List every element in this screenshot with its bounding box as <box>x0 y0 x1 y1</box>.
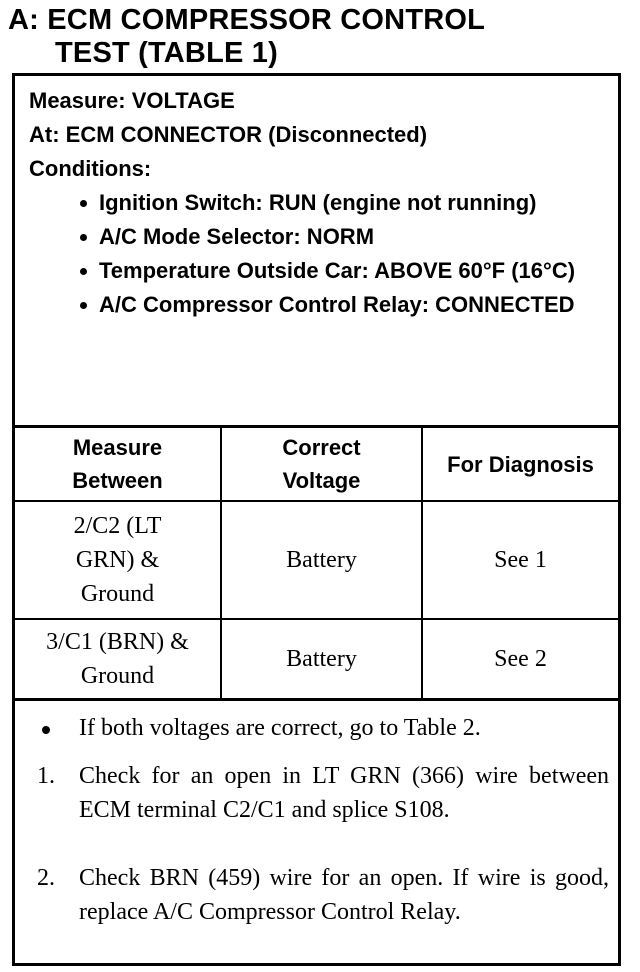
measurement-table <box>15 425 618 701</box>
table-header-row <box>15 428 618 502</box>
condition-item: Temperature Outside Car: ABOVE 60°F (16°C) <box>79 254 609 288</box>
condition-item: A/C Mode Selector: NORM <box>79 220 609 254</box>
conditions-label: Conditions: <box>29 156 152 181</box>
cell-for-diagnosis: See 2 <box>421 620 618 698</box>
connector-label: At: ECM CONNECTOR (Disconnected) <box>29 122 428 147</box>
conditions-list <box>79 186 609 322</box>
cell-correct-voltage: Battery <box>220 502 421 618</box>
table-row <box>15 620 618 698</box>
conditions-section <box>15 76 618 425</box>
note-number: 2. <box>37 865 55 891</box>
note-text: Check BRN (459) wire for an open. If wire is good, replace A/C Compressor Control Relay. <box>79 865 609 925</box>
test-table-box <box>12 73 621 966</box>
condition-item: Ignition Switch: RUN (engine not running) <box>79 186 609 220</box>
header-measure-between: Measure Between <box>72 435 163 493</box>
header-for-diagnosis: For Diagnosis <box>421 428 618 500</box>
header-correct-voltage: Correct Voltage <box>220 428 421 500</box>
cell-measure-between: 2/C2 (LT GRN) & Ground <box>73 513 162 607</box>
bullet-icon <box>42 726 50 734</box>
cell-correct-voltage: Battery <box>220 620 421 698</box>
table-row <box>15 502 618 620</box>
cell-measure-between: 3/C1 (BRN) & Ground <box>46 629 189 689</box>
title-line-2: TEST (TABLE 1) <box>55 37 278 69</box>
cell-for-diagnosis: See 1 <box>421 502 618 618</box>
measure-label: Measure: VOLTAGE <box>29 88 235 113</box>
note-number: 1. <box>37 763 55 789</box>
title-line-1: A: ECM COMPRESSOR CONTROL <box>8 4 486 36</box>
page-title <box>8 4 628 70</box>
note-text: If both voltages are correct, go to Table 2. <box>79 715 481 741</box>
condition-item: A/C Compressor Control Relay: CONNECTED <box>79 288 609 322</box>
note-text: Check for an open in LT GRN (366) wire between ECM terminal C2/C1 and splice S108. <box>79 763 609 823</box>
